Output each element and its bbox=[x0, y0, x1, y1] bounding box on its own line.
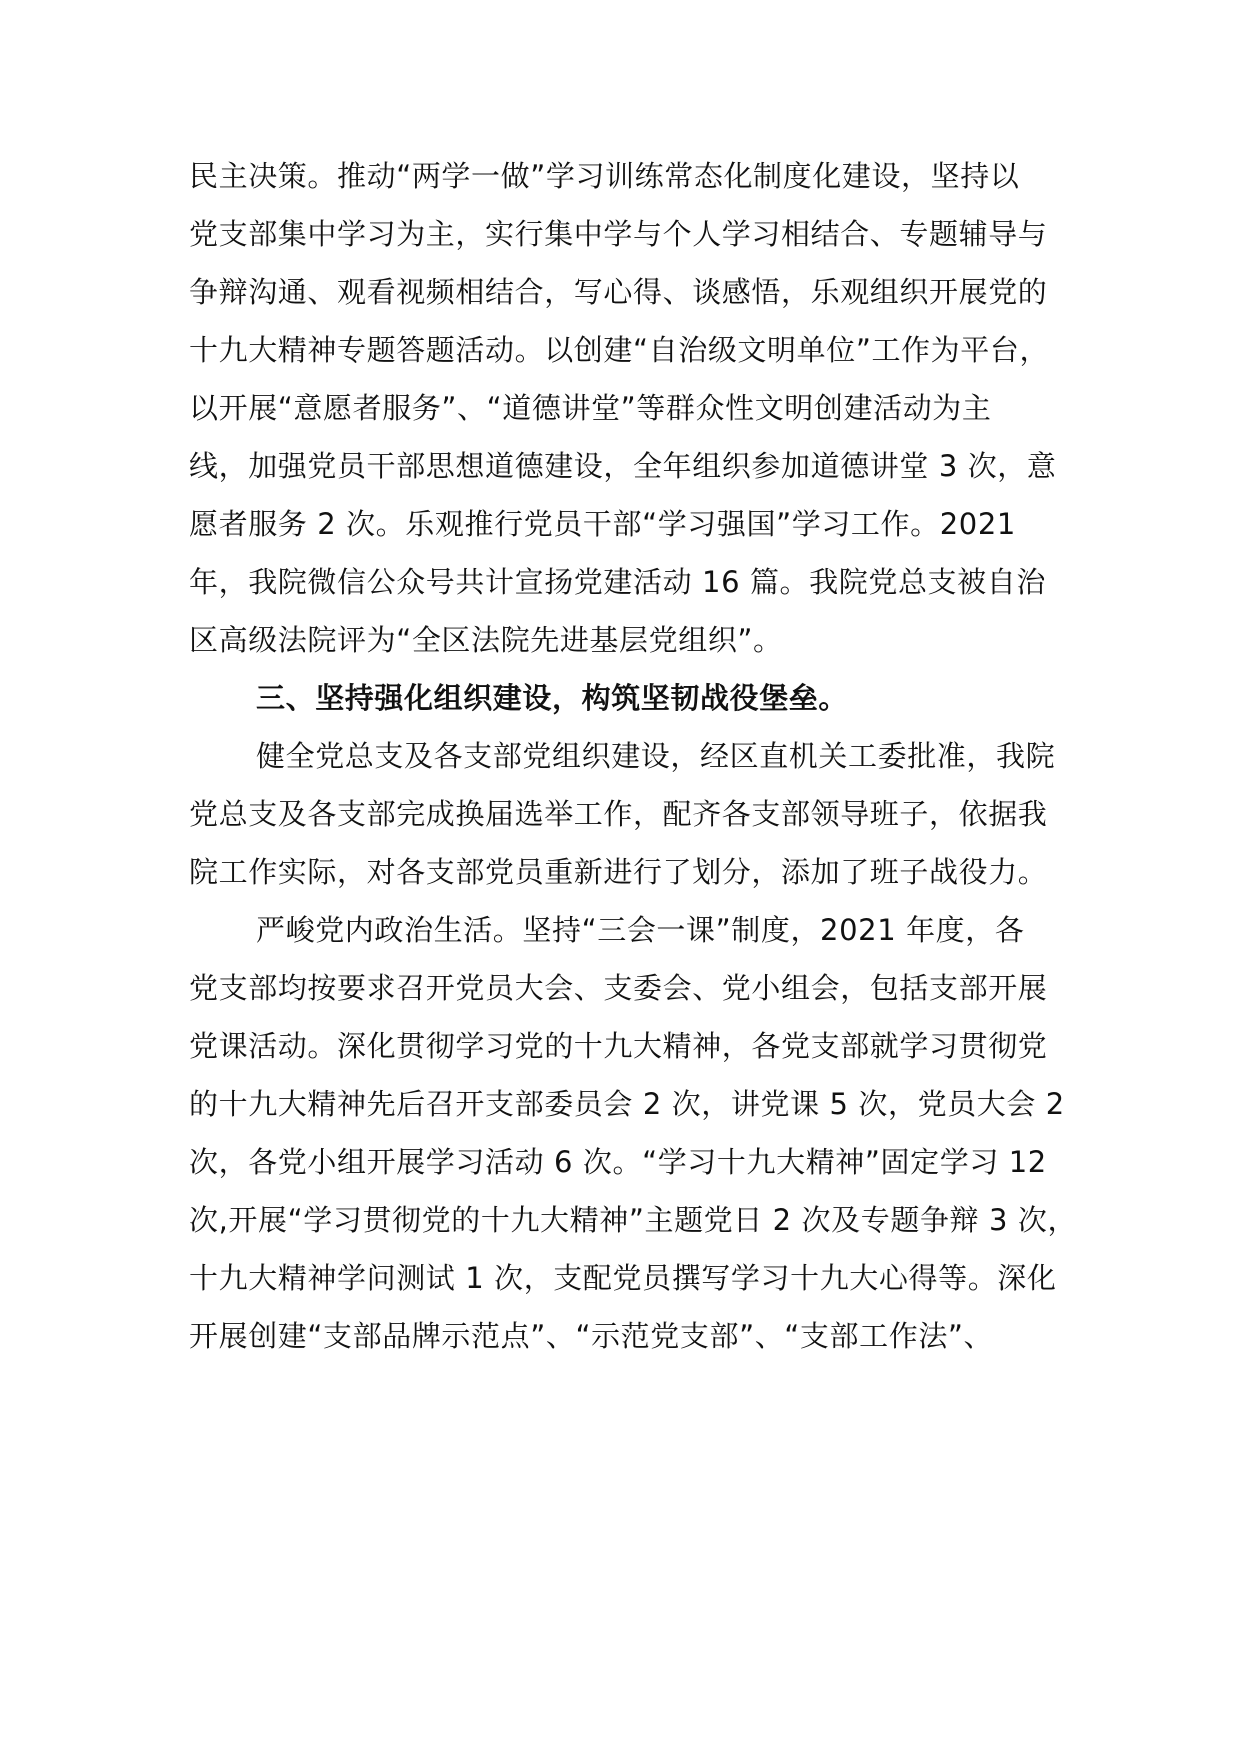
body-text-line: 党支部集中学习为主，实行集中学与个人学习相结合、专题辅导与 bbox=[189, 217, 1048, 251]
body-text-line: 年，我院微信公众号共计宣扬党建活动 16 篇。我院党总支被自治 bbox=[189, 565, 1046, 599]
body-text-line: 党支部均按要求召开党员大会、支委会、党小组会，包括支部开展 bbox=[189, 971, 1048, 1005]
body-text-line: 开展创建“支部品牌示范点”、“示范党支部”、“支部工作法”、 bbox=[189, 1319, 994, 1353]
body-text-line: 院工作实际，对各支部党员重新进行了划分，添加了班子战役力。 bbox=[189, 855, 1048, 889]
body-text-line: 次，各党小组开展学习活动 6 次。“学习十九大精神”固定学习 12 bbox=[189, 1145, 1047, 1179]
body-text-line: 的十九大精神先后召开支部委员会 2 次，讲党课 5 次，党员大会 2 bbox=[189, 1087, 1065, 1121]
body-text-line: 次,开展“学习贯彻党的十九大精神”主题党日 2 次及专题争辩 3 次， bbox=[189, 1203, 1078, 1237]
body-text-line: 党总支及各支部完成换届选举工作，配齐各支部领导班子，依据我 bbox=[189, 797, 1048, 831]
body-text-line: 十九大精神学问测试 1 次，支配党员撰写学习十九大心得等。深化 bbox=[189, 1261, 1057, 1295]
body-text-line: 愿者服务 2 次。乐观推行党员干部“学习强国”学习工作。2021 bbox=[189, 507, 1016, 541]
section-heading: 三、坚持强化组织建设，构筑坚韧战役堡垒。 bbox=[256, 681, 849, 715]
body-text-line: 争辩沟通、观看视频相结合，写心得、谈感悟，乐观组织开展党的 bbox=[189, 275, 1048, 309]
body-text-line: 以开展“意愿者服务”、“道德讲堂”等群众性文明创建活动为主 bbox=[189, 391, 992, 425]
body-text-line: 严峻党内政治生活。坚持“三会一课”制度，2021 年度，各 bbox=[256, 913, 1025, 947]
body-text-line: 党课活动。深化贯彻学习党的十九大精神，各党支部就学习贯彻党 bbox=[189, 1029, 1048, 1063]
body-text-line: 十九大精神专题答题活动。以创建“自治级文明单位”工作为平台， bbox=[189, 333, 1050, 367]
body-text-line: 区高级法院评为“全区法院先进基层党组织”。 bbox=[189, 623, 783, 657]
body-text-line: 民主决策。推动“两学一做”学习训练常态化制度化建设，坚持以 bbox=[189, 159, 1020, 193]
body-text-line: 线，加强党员干部思想道德建设，全年组织参加道德讲堂 3 次，意 bbox=[189, 449, 1057, 483]
body-text-line: 健全党总支及各支部党组织建设，经区直机关工委批准，我院 bbox=[256, 739, 1056, 773]
